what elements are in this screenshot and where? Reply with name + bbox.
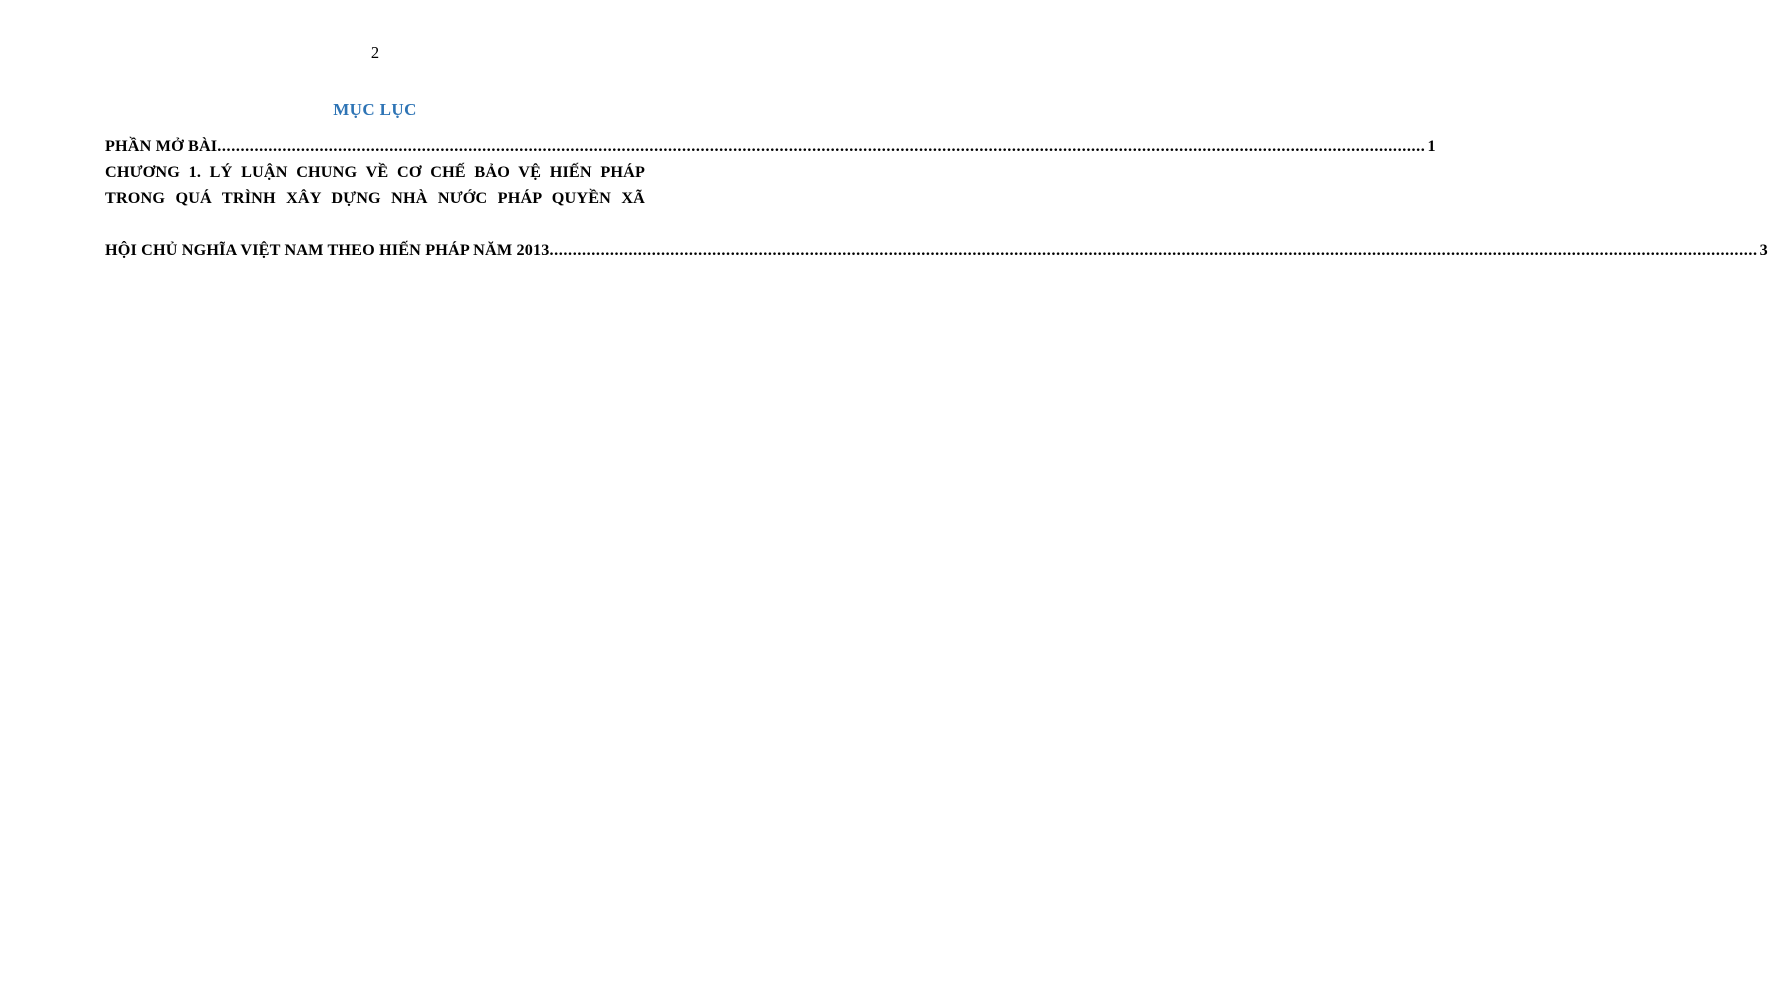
- toc-page-number: 1: [1427, 136, 1436, 155]
- toc-entry[interactable]: [105, 159, 1768, 264]
- table-of-contents: [105, 133, 1768, 264]
- toc-leader-line: [105, 133, 1436, 159]
- toc-entry-text: CHƯƠNG 1. LÝ LUẬN CHUNG VỀ CƠ CHẾ BẢO VỆ HIẾN PHÁP TRONG QUÁ TRÌNH XÂY DỰNG NHÀ NƯỚC PHÁP QUYỀN XÃ: [105, 162, 645, 207]
- dot-leader: ....................................................................................................................................................................................................................................................................: [217, 136, 1426, 155]
- dot-leader: ....................................................................................................................................................................................................................................................................: [549, 241, 1758, 260]
- page-title: MỤC LỤC: [333, 99, 417, 119]
- toc-entry-text: HỘI CHỦ NGHĨA VIỆT NAM THEO HIẾN PHÁP NĂM 2013: [105, 241, 550, 260]
- toc-leader-line: [105, 237, 1768, 263]
- toc-entry-text: PHẦN MỞ BÀI: [105, 136, 218, 155]
- page-number: 2: [370, 43, 380, 62]
- toc-page-number: 3: [1759, 241, 1768, 260]
- toc-entry[interactable]: [105, 133, 1436, 159]
